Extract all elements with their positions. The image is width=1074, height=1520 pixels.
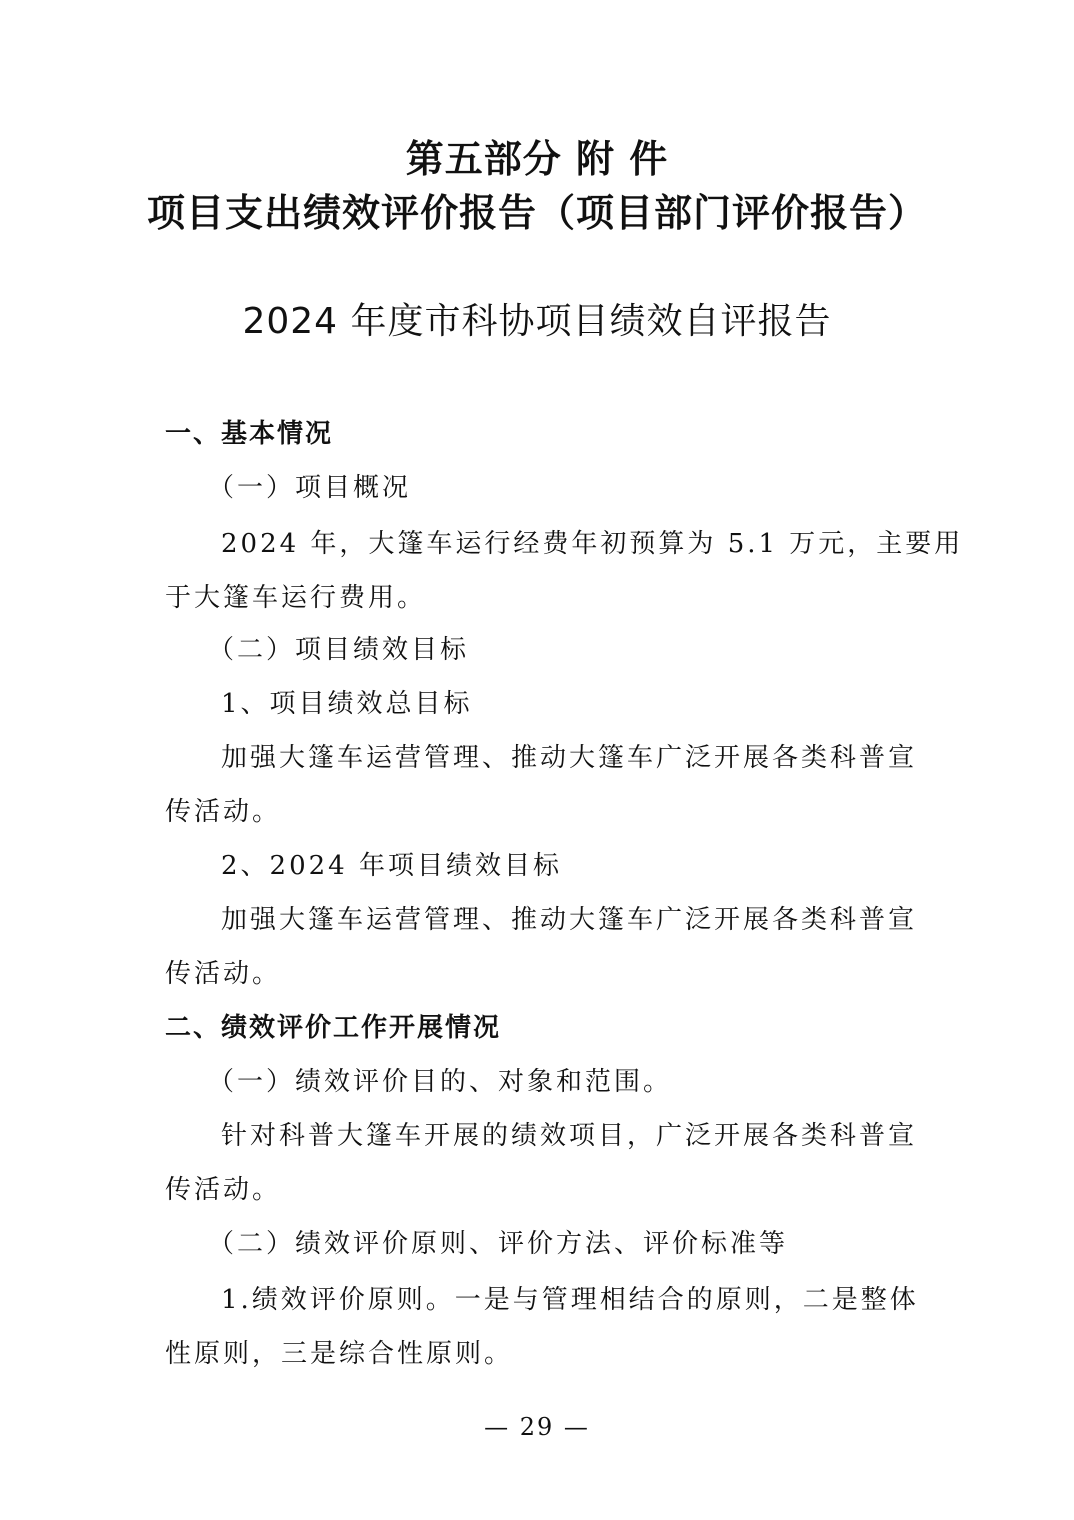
item-overall-goal: 1、项目绩效总目标 (221, 689, 473, 719)
document-subtitle: 项目支出绩效评价报告（项目部门评价报告） (146, 191, 927, 235)
section-heading-evaluation-work: 二、绩效评价工作开展情况 (165, 1013, 502, 1043)
paragraph-line: 性原则，三是综合性原则。 (165, 1339, 514, 1369)
paragraph-line: 加强大篷车运营管理、推动大篷车广泛开展各类科普宣 (221, 743, 918, 773)
subheading-performance-goals: （二）项目绩效目标 (208, 635, 470, 665)
subheading-evaluation-principles: （二）绩效评价原则、评价方法、评价标准等 (208, 1229, 789, 1259)
paragraph-line: 于大篷车运行费用。 (165, 583, 427, 613)
report-title: 2024 年度市科协项目绩效自评报告 (242, 301, 832, 342)
page-number: — 29 — (484, 1413, 590, 1441)
paragraph-line: 加强大篷车运营管理、推动大篷车广泛开展各类科普宣 (221, 905, 918, 935)
paragraph-line: 传活动。 (165, 959, 282, 989)
paragraph-line: 2024 年，大篷车运行经费年初预算为 5.1 万元，主要用 (221, 529, 964, 559)
paragraph-line: 传活动。 (165, 797, 282, 827)
paragraph-line: 1.绩效评价原则。一是与管理相结合的原则，二是整体 (221, 1285, 919, 1315)
subheading-project-overview: （一）项目概况 (208, 473, 412, 503)
item-annual-goal: 2、2024 年项目绩效目标 (221, 851, 562, 881)
paragraph-line: 针对科普大篷车开展的绩效项目，广泛开展各类科普宣 (221, 1121, 918, 1151)
paragraph-line: 传活动。 (165, 1175, 282, 1205)
subheading-evaluation-purpose: （一）绩效评价目的、对象和范围。 (208, 1067, 673, 1097)
section-heading-basic-info: 一、基本情况 (165, 419, 334, 449)
part-title: 第五部分 附 件 (405, 137, 669, 181)
